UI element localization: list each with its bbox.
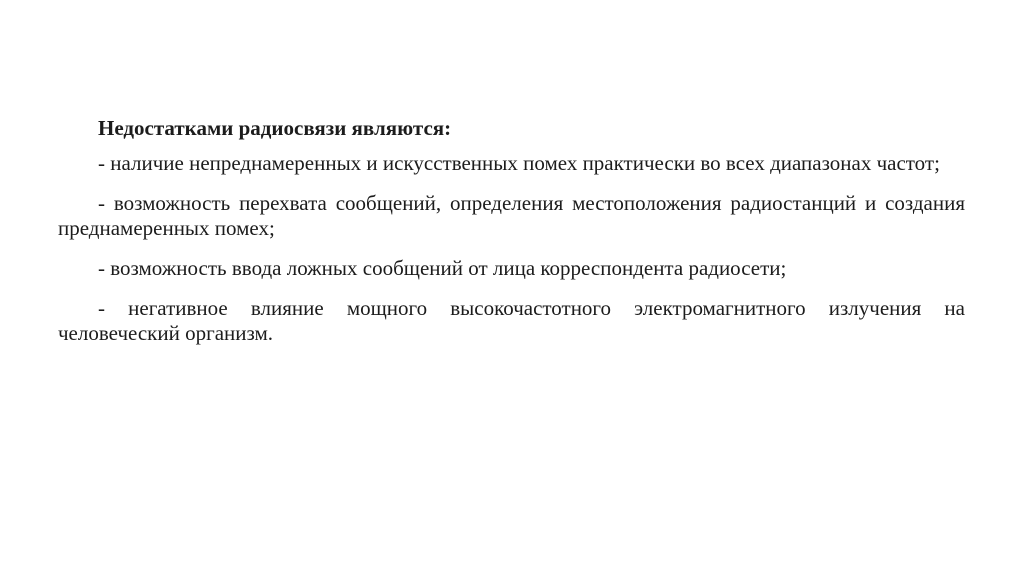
list-item: - наличие непреднамеренных и искусственных помех практически во всех диапазонах частот; xyxy=(98,151,940,175)
list-item: - негативное влияние мощного высокочастотного электромагнитного излучения на человеческий организм. xyxy=(58,296,965,345)
slide-content xyxy=(58,113,965,361)
list-item: - возможность перехвата сообщений, определения местоположения радиостанций и создания преднамеренных помех; xyxy=(58,191,965,240)
slide-heading: Недостатками радиосвязи являются: xyxy=(98,116,452,140)
list-item: - возможность ввода ложных сообщений от лица корреспондента радиосети; xyxy=(98,256,787,280)
